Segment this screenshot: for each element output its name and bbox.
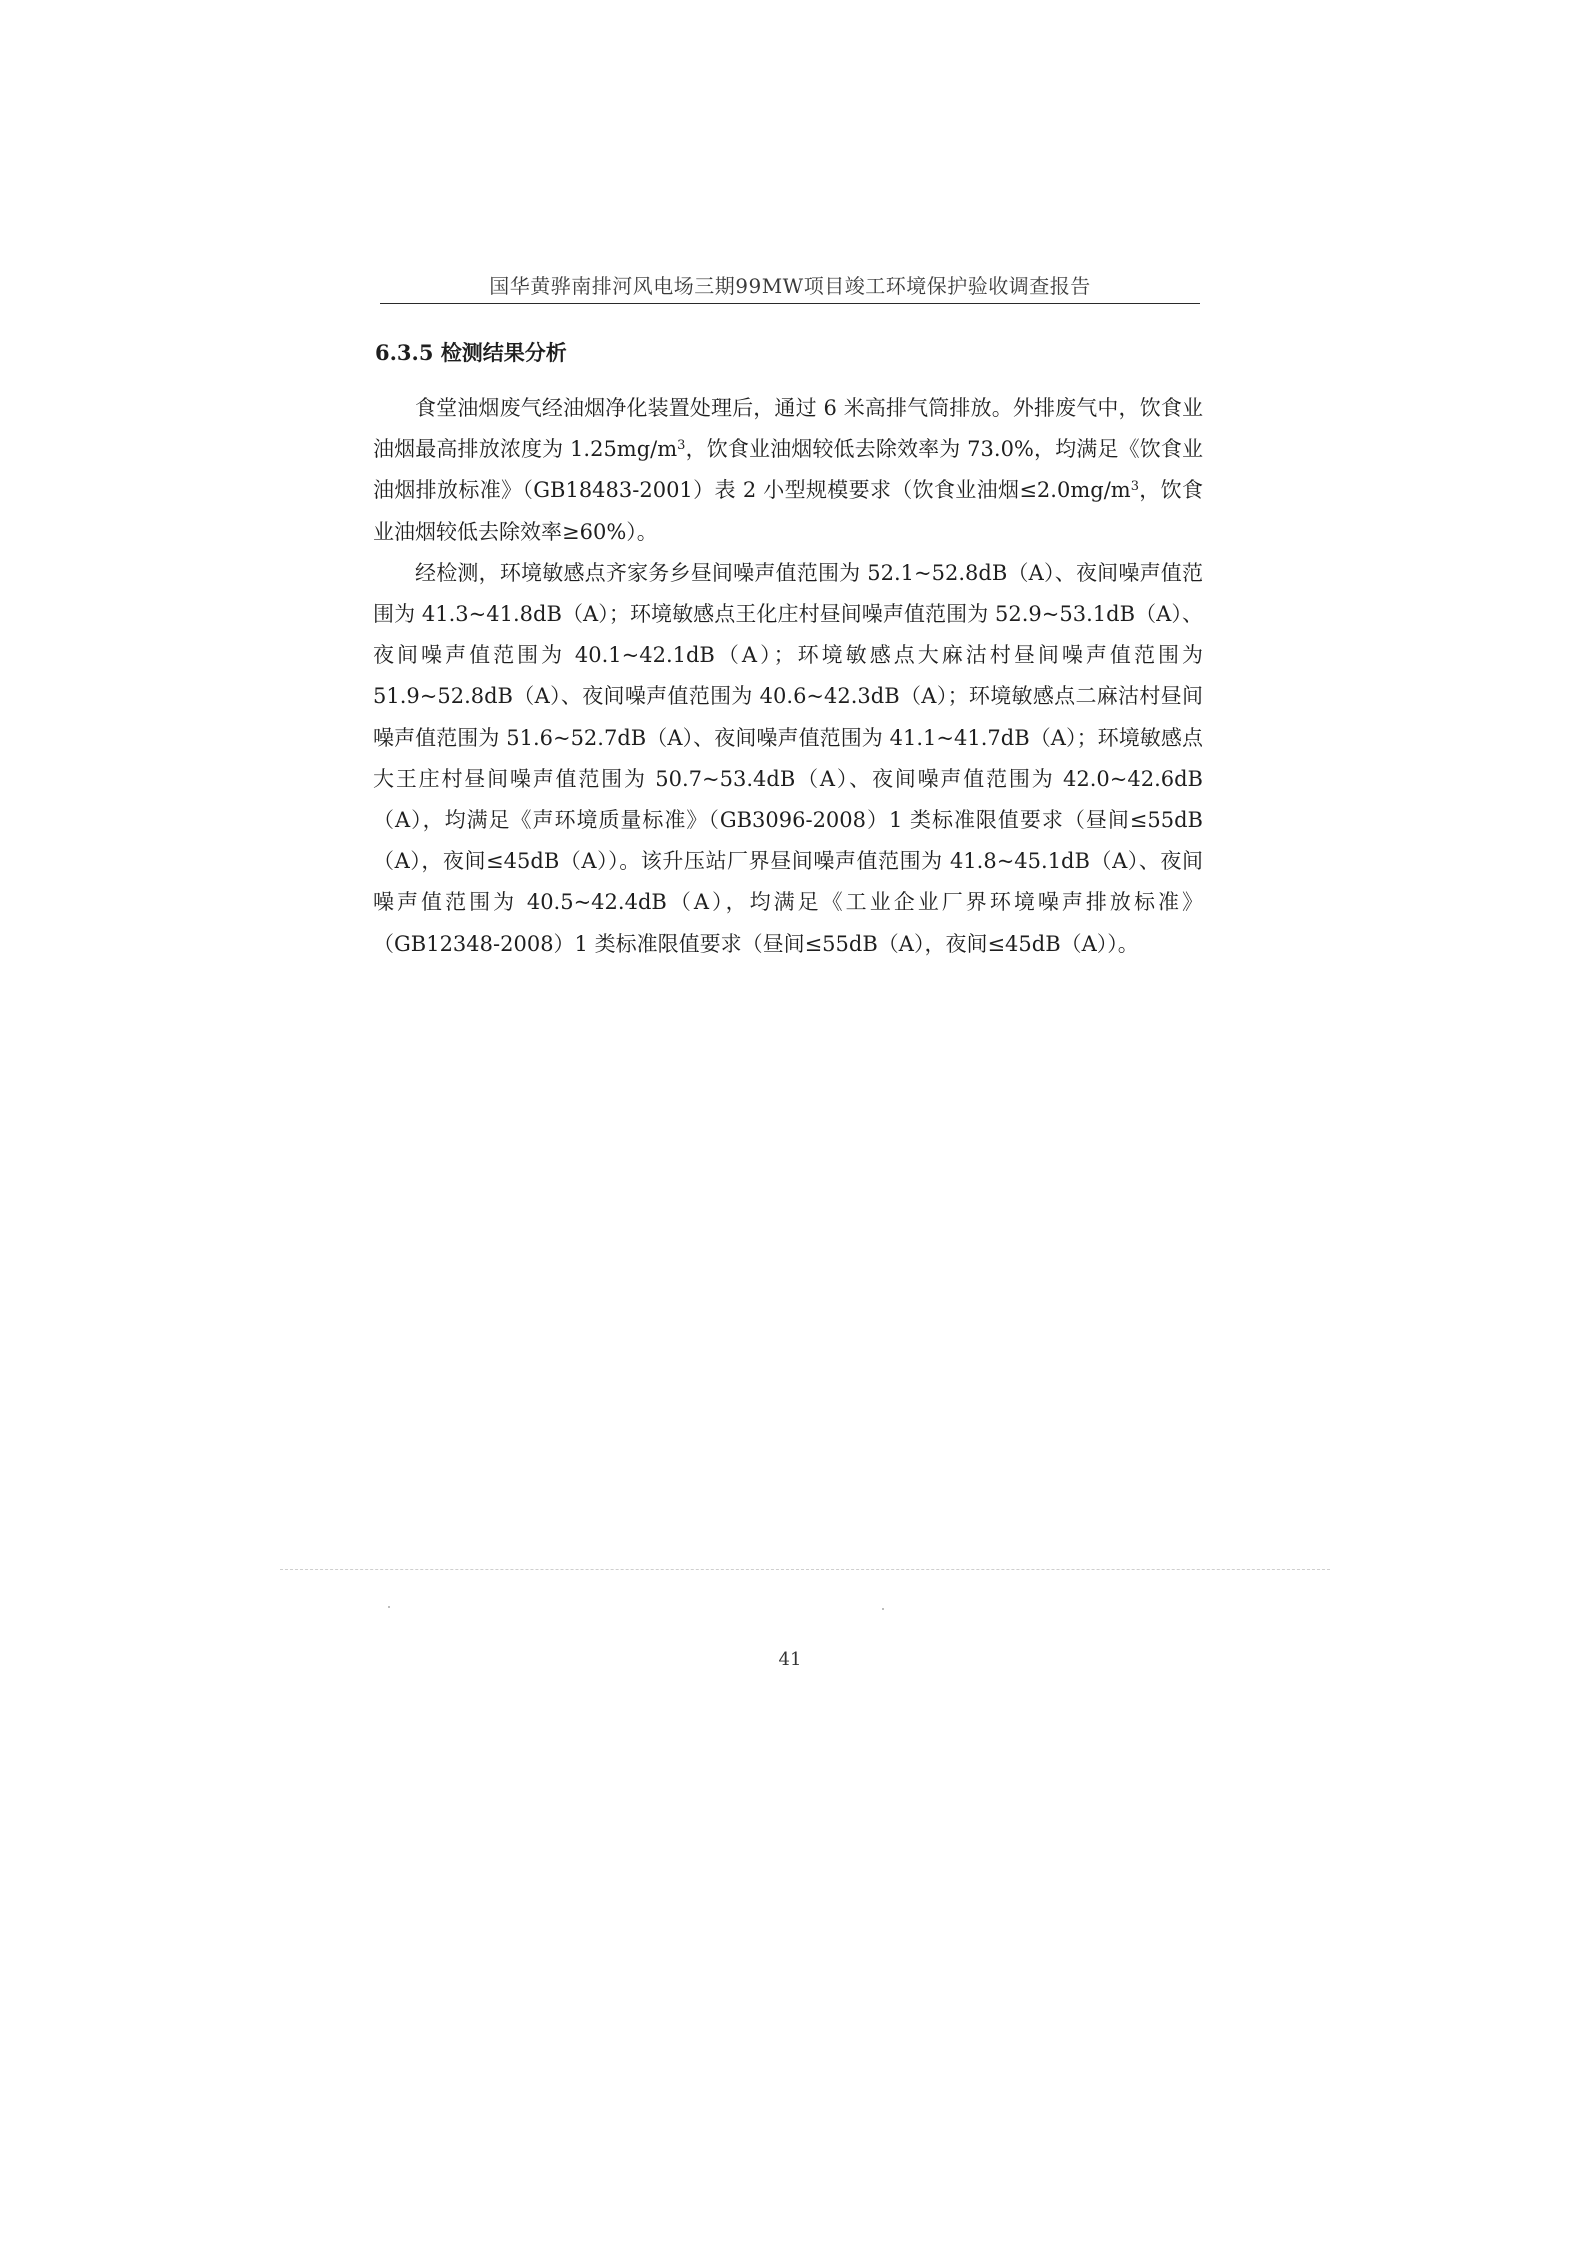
page-header-title: 国华黄骅南排河风电场三期99MW项目竣工环境保护验收调查报告 — [489, 274, 1091, 298]
paragraph-oil-fume-part2: ，饮食业油烟较低去除效率为 73.0%，均满足《饮食业油烟排放标准》（GB18483-2001）表 2 小型规模要求（饮食业油烟≤2.0mg/m — [373, 437, 1203, 503]
scan-artifact-dot — [388, 1606, 390, 1608]
body-content — [373, 388, 1203, 965]
header-rule — [380, 303, 1200, 304]
paragraph-oil-fume-part1: 食堂油烟废气经油烟净化装置处理后，通过 6 米高排气筒排放。外排废气中，饮食业油烟最高排放浓度为 1.25mg/m — [373, 396, 1203, 462]
paragraph-oil-fume — [373, 388, 1203, 553]
section-heading: 6.3.5 检测结果分析 — [375, 340, 567, 365]
superscript-cubic-1: 3 — [677, 438, 686, 454]
scan-artifact-dot — [882, 1608, 884, 1610]
paragraph-oil-fume-part3: ，饮食业油烟较低去除效率≥60%）。 — [373, 478, 1203, 544]
paragraph-noise: 经检测，环境敏感点齐家务乡昼间噪声值范围为 52.1~52.8dB（A）、夜间噪声值范围为 41.3~41.8dB（A）；环境敏感点王化庄村昼间噪声值范围为 52.9~53.1dB（A）、夜间噪声值范围为 40.1~42.1dB（A）；环境敏感点大麻沽村昼间噪声值范围为 51.9~52.8dB（A）、夜间噪声值范围为 40.6~42.3dB（A）；环境敏感点二麻沽村昼间噪声值范围为 51.6~52.7dB（A）、夜间噪声值范围为 41.1~41.7dB（A）；环境敏感点大王庄村昼间噪声值范围为 50.7~53.4dB（A）、夜间噪声值范围为 42.0~42.6dB（A），均满足《声环境质量标准》（GB3096-2008）1 类标准限值要求（昼间≤55dB（A），夜间≤45dB（A））。该升压站厂界昼间噪声值范围为 41.8~45.1dB（A）、夜间噪声值范围为 40.5~42.4dB（A），均满足《工业企业厂界环境噪声排放标准》（GB12348-2008）1 类标准限值要求（昼间≤55dB（A），夜间≤45dB（A））。 — [373, 560, 1203, 956]
superscript-cubic-2: 3 — [1130, 479, 1139, 495]
page-number: 41 — [778, 1649, 802, 1670]
scan-artifact-line — [280, 1569, 1330, 1570]
